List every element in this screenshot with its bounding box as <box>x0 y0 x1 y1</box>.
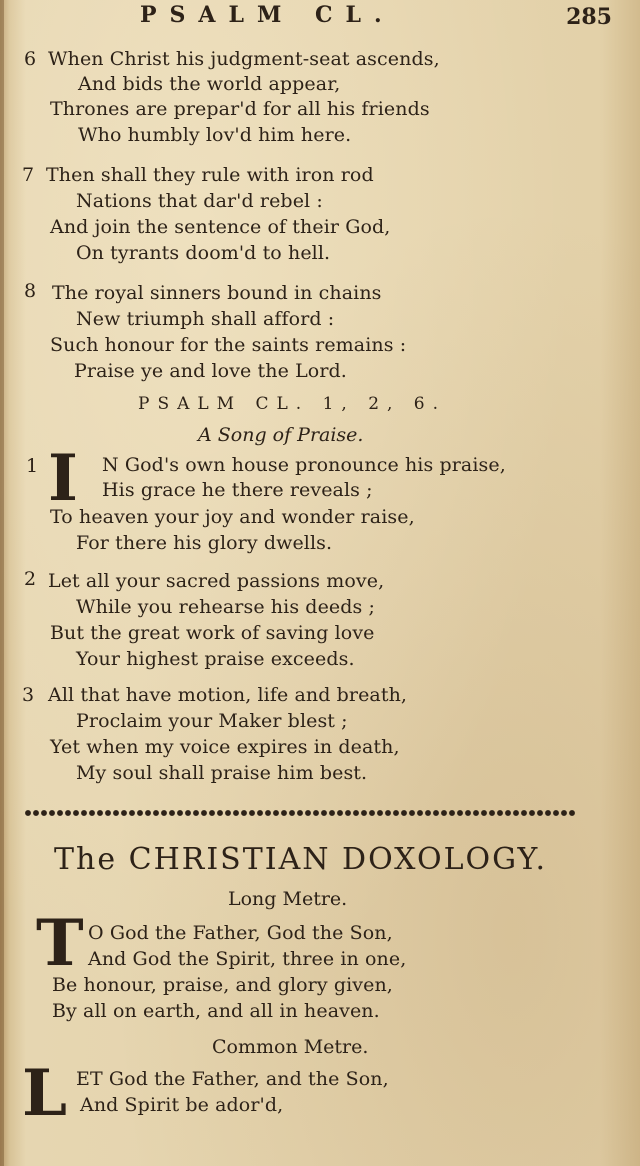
verse-line: N God's own house pronounce his praise, <box>102 454 506 476</box>
page-gutter-edge <box>0 0 4 1166</box>
verse-line: To heaven your joy and wonder raise, <box>50 506 415 528</box>
verse-line: Be honour, praise, and glory given, <box>52 974 393 996</box>
stanza-number: 6 <box>24 48 37 70</box>
verse-line: All that have motion, life and breath, <box>48 684 408 706</box>
drop-cap: L <box>22 1056 67 1131</box>
verse-line: On tyrants doom'd to hell. <box>76 242 331 264</box>
verse-line: By all on earth, and all in heaven. <box>52 1000 380 1022</box>
psalm-heading: PSALM CL. 1, 2, 6. <box>138 394 447 414</box>
verse-line: His grace he there reveals ; <box>102 479 373 501</box>
verse-line: For there his glory dwells. <box>76 532 333 554</box>
verse-line: And join the sentence of their God, <box>50 216 391 238</box>
page-number: 285 <box>566 4 612 30</box>
stanza-number: 3 <box>22 684 35 706</box>
drop-cap: I <box>48 441 78 516</box>
doxology-title: The CHRISTIAN DOXOLOGY. <box>54 842 548 877</box>
verse-line: Then shall they rule with iron rod <box>46 164 374 186</box>
verse-line: ET God the Father, and the Son, <box>76 1068 389 1090</box>
verse-line: Let all your sacred passions move, <box>48 570 385 592</box>
verse-line: Such honour for the saints remains : <box>50 334 407 356</box>
stanza-number: 2 <box>24 568 37 590</box>
verse-line: My soul shall praise him best. <box>76 762 368 784</box>
verse-line: Yet when my voice expires in death, <box>50 736 400 758</box>
verse-line: The royal sinners bound in chains <box>52 282 382 304</box>
verse-line: When Christ his judgment-seat ascends, <box>48 48 440 70</box>
verse-line: New triumph shall afford : <box>76 308 335 330</box>
verse-line: And bids the world appear, <box>78 73 341 95</box>
common-metre-label: Common Metre. <box>212 1036 369 1058</box>
ornamental-rule <box>24 808 576 818</box>
verse-line: And Spirit be ador'd, <box>80 1094 284 1116</box>
stanza-number: 1 <box>26 455 39 477</box>
verse-line: Nations that dar'd rebel : <box>76 190 323 212</box>
verse-line: Proclaim your Maker blest ; <box>76 710 348 732</box>
verse-line: While you rehearse his deeds ; <box>76 596 376 618</box>
running-title: PSALM CL. <box>140 2 395 28</box>
verse-line: But the great work of saving love <box>50 622 375 644</box>
drop-cap: T <box>36 906 84 981</box>
stanza-number: 7 <box>22 164 35 186</box>
psalm-subtitle: A Song of Praise. <box>198 424 364 446</box>
verse-line: Praise ye and love the Lord. <box>74 360 347 382</box>
long-metre-label: Long Metre. <box>228 888 348 910</box>
verse-line: Who humbly lov'd him here. <box>78 124 352 146</box>
stanza-number: 8 <box>24 280 37 302</box>
verse-line: O God the Father, God the Son, <box>88 922 393 944</box>
verse-line: And God the Spirit, three in one, <box>88 948 407 970</box>
verse-line: Your highest praise exceeds. <box>76 648 355 670</box>
verse-line: Thrones are prepar'd for all his friends <box>50 98 430 120</box>
